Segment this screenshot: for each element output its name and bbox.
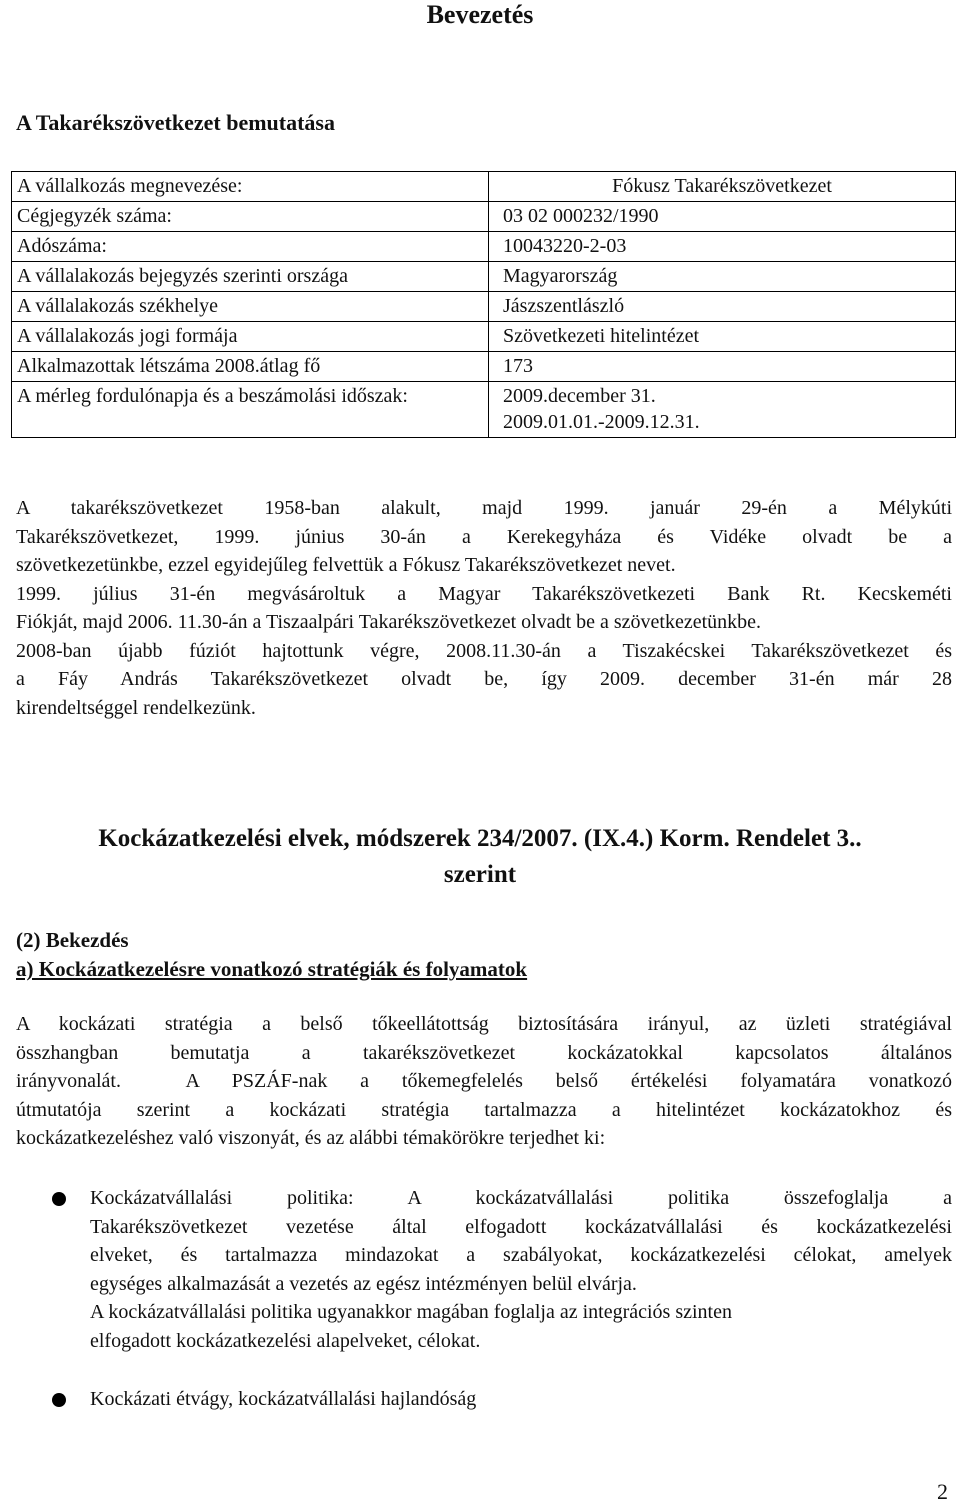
page-number: 2 xyxy=(937,1479,948,1504)
info-value: 173 xyxy=(489,352,956,382)
info-table-row xyxy=(12,292,956,322)
info-value: Jászszentlászló xyxy=(489,292,956,322)
text-line: a Fáy András Takarékszövetkezet olvadt be, így 2009. december 31-én már 28 xyxy=(16,668,952,690)
info-label: A vállalakozás bejegyzés szerinti országa xyxy=(12,262,489,292)
text-line: kirendeltséggel rendelkezünk. xyxy=(16,696,256,719)
section-title: A Takarékszövetkezet bemutatása xyxy=(16,110,335,135)
info-label: A vállalakozás székhelye xyxy=(12,292,489,322)
text-line: Kockázatvállalási politika: A kockázatvállalási politika összefoglalja a xyxy=(90,1187,952,1209)
section2-title xyxy=(0,822,960,892)
info-label: Alkalmazottak létszáma 2008.átlag fő xyxy=(12,352,489,382)
text-line: Takarékszövetkezet, 1999. június 30-án a Kerekegyháza és Vidéke olvadt be a xyxy=(16,525,952,548)
bullet-item-appetite xyxy=(90,1385,952,1414)
info-value: Magyarország xyxy=(489,262,956,292)
text-line: Fiókját, majd 2006. 11.30-án a Tiszaalpári Takarékszövetkezet olvadt be a szövetkezetünkbe. xyxy=(16,611,762,633)
bullet-icon xyxy=(52,1192,66,1206)
text-line: 1999. július 31-én megvásároltuk a Magyar Takarékszövetkezeti Bank Rt. Kecskeméti xyxy=(16,582,952,605)
subheading-strategy: a) Kockázatkezelésre vonatkozó stratégiák és folyamatok xyxy=(16,957,528,981)
info-label: Cégjegyzék száma: xyxy=(12,202,489,232)
section2-title-line1: Kockázatkezelési elvek, módszerek 234/2007. (IX.4.) Korm. Rendelet 3.. xyxy=(98,825,862,852)
info-table-row xyxy=(12,172,956,202)
text-line: 2008-ban újabb fúziót hajtottunk végre, 2008.11.30-án a Tiszakécskei Takarékszövetkezet és xyxy=(16,639,952,662)
info-label: Adószáma: xyxy=(12,232,489,262)
info-value: Szövetkezeti hitelintézet xyxy=(489,322,956,352)
text-line: A takarékszövetkezet 1958-ban alakult, majd 1999. január 29-én a Mélykúti xyxy=(16,497,952,519)
info-table-row xyxy=(12,202,956,232)
info-value: 03 02 000232/1990 xyxy=(489,202,956,232)
bullet-item-policy xyxy=(90,1184,952,1355)
text-line: elfogadott kockázatkezelési alapelveket, célokat. xyxy=(90,1329,481,1352)
text-line: elveket, és tartalmazza mindazokat a szabályokat, kockázatkezelési célokat, amelyek xyxy=(90,1244,952,1266)
text-line: irányvonalát. A PSZÁF-nak a tőkemegfelelés belső értékelési folyamatára vonatkozó xyxy=(16,1070,952,1092)
info-value: 10043220-2-03 xyxy=(489,232,956,262)
info-value-line: 2009.december 31. xyxy=(503,385,656,407)
info-label: A mérleg fordulónapja és a beszámolási időszak: xyxy=(12,382,489,438)
strategy-paragraph xyxy=(16,1010,952,1153)
text-line: Takarékszövetkezet vezetése által elfogadott kockázatvállalási és kockázatkezelési xyxy=(90,1215,952,1238)
text-line: kockázatkezeléshez való viszonyát, és az alábbi témakörökre terjedhet ki: xyxy=(16,1127,606,1149)
page-title: Bevezetés xyxy=(426,0,534,29)
text-line: A kockázati stratégia a belső tőkeellátottság biztosítására irányul, az üzleti stratégiával xyxy=(16,1013,952,1035)
info-label: A vállalkozás megnevezése: xyxy=(12,172,489,202)
intro-paragraph xyxy=(16,494,952,722)
info-table-row xyxy=(12,352,956,382)
info-table-row xyxy=(12,382,956,438)
section2-title-line2: szerint xyxy=(443,861,517,888)
company-info-table xyxy=(11,171,956,438)
text-line: szövetkezetünkbe, ezzel egyidejűleg felvettük a Fókusz Takarékszövetkezet nevet. xyxy=(16,554,676,576)
info-value-line: 2009.01.01.-2009.12.31. xyxy=(503,411,700,433)
text-line: Kockázati étvágy, kockázatvállalási hajlandóság xyxy=(90,1388,477,1410)
text-line: A kockázatvállalási politika ugyanakkor magában foglalja az integrációs szinten xyxy=(90,1301,732,1323)
text-line: útmutatója szerint a kockázati stratégia tartalmazza a hitelintézet kockázatokhoz és xyxy=(16,1098,952,1121)
info-value xyxy=(489,382,956,438)
info-table-row xyxy=(12,232,956,262)
info-table-row xyxy=(12,322,956,352)
text-line: összhangban bemutatja a takarékszövetkezet kockázatokkal kapcsolatos általános xyxy=(16,1041,952,1064)
info-table-row xyxy=(12,262,956,292)
info-value: Fókusz Takarékszövetkezet xyxy=(489,172,956,202)
text-line: egységes alkalmazását a vezetés az egész intézményen belül elvárja. xyxy=(90,1272,637,1295)
info-label: A vállalakozás jogi formája xyxy=(12,322,489,352)
subheading-bekezdes: (2) Bekezdés xyxy=(16,928,129,952)
bullet-icon xyxy=(52,1393,66,1407)
